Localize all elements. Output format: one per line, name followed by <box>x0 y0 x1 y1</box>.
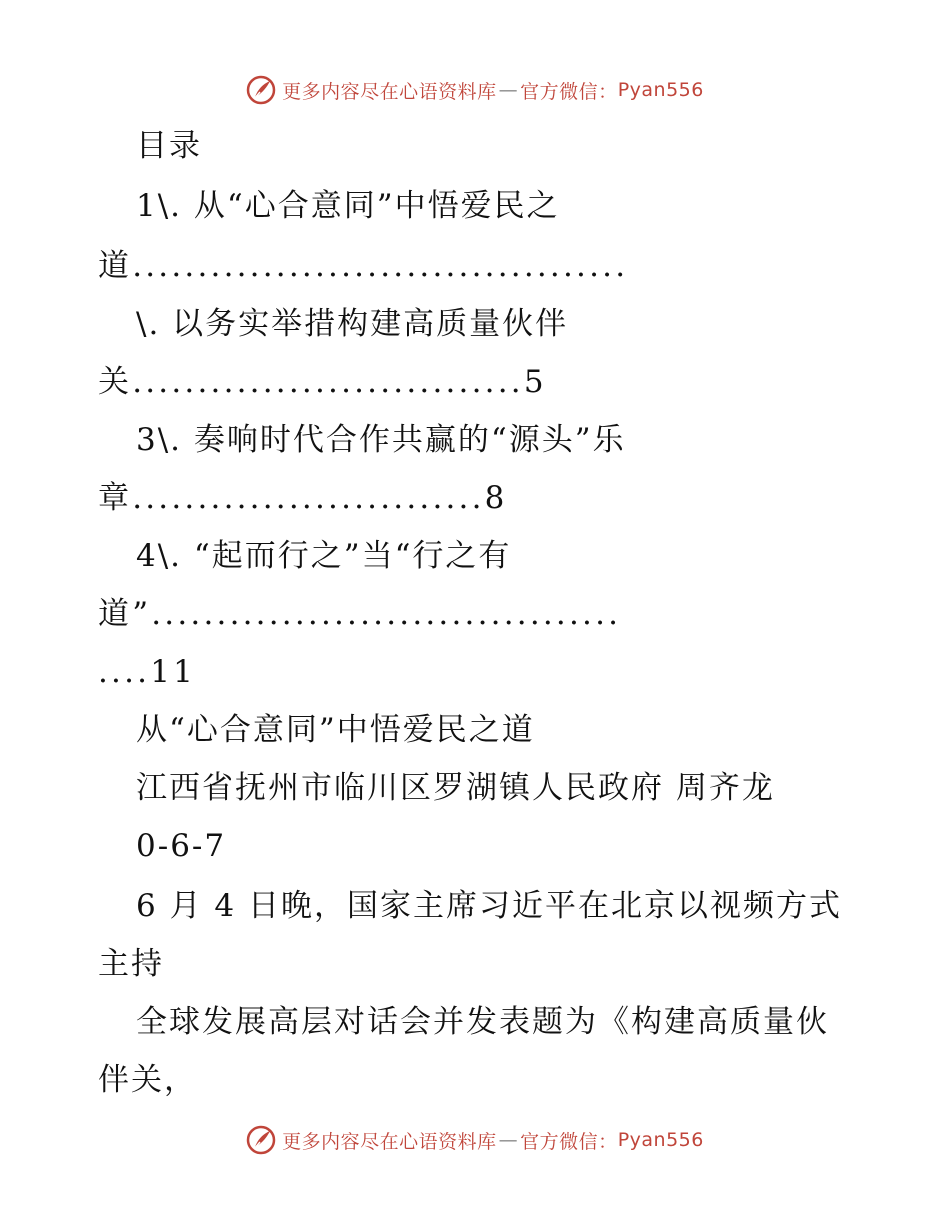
paragraph-2-line-2: 伴关， <box>98 1062 197 1098</box>
wechat-label: 官方微信： <box>520 1130 618 1153</box>
paragraph-1-line-2: 主持 <box>98 946 164 982</box>
wechat-label: 官方微信： <box>520 80 618 103</box>
feather-quill-icon <box>246 1125 276 1155</box>
wechat-id: Pyan556 <box>617 79 704 101</box>
toc-entry-1-title: 1\. 从“心合意同”中悟爱民之 <box>136 188 560 224</box>
banner-text: 更多内容尽在心语资料库 <box>282 80 497 103</box>
toc-entry-3-leader: 章...........................8 <box>98 480 508 516</box>
toc-entry-2-leader: 关..............................5 <box>98 364 547 400</box>
article-author: 江西省抚州市临川区罗湖镇人民政府 周齐龙 <box>136 770 775 806</box>
article-title: 从“心合意同”中悟爱民之道 <box>136 712 535 748</box>
wechat-id: Pyan556 <box>617 1129 704 1151</box>
toc-entry-4-leader-continued: ....11 <box>98 654 197 690</box>
paragraph-2-line-1: 全球发展高层对话会并发表题为《构建高质量伙 <box>136 1004 829 1040</box>
toc-entry-4-leader: 道”.................................... <box>98 596 622 632</box>
footer-banner <box>0 1120 950 1160</box>
toc-entry-2-title: \. 以务实举措构建高质量伙伴 <box>136 306 569 342</box>
toc-title: 目录 <box>136 128 202 164</box>
article-date: 0-6-7 <box>136 828 227 864</box>
banner-separator: — <box>498 1129 519 1151</box>
paragraph-1-line-1: 6 月 4 日晚，国家主席习近平在北京以视频方式 <box>136 888 843 924</box>
banner-text: 更多内容尽在心语资料库 <box>282 1130 497 1153</box>
toc-entry-3-title: 3\. 奏响时代合作共赢的“源头”乐 <box>136 422 626 458</box>
toc-entry-4-title: 4\. “起而行之”当“行之有 <box>136 538 512 574</box>
toc-entry-1-leader: 道...................................... <box>98 248 629 284</box>
banner-separator: — <box>498 79 519 101</box>
